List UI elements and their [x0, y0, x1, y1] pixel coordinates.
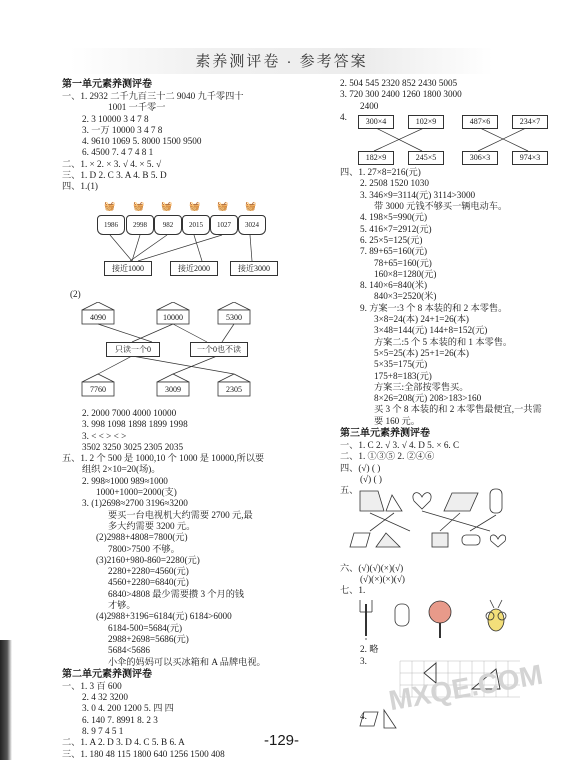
- match-box-bottom: 306×3: [462, 151, 498, 165]
- answer-line: 2. 504 545 2320 852 2430 5005: [340, 78, 458, 88]
- answer-line: 二、1. ①③⑤ 2. ②④⑥: [340, 451, 435, 462]
- bag-number: 1027: [210, 215, 238, 235]
- answer-line: 四、(√) ( ): [340, 462, 381, 473]
- answer-line: 多大约需要 3200 元。: [108, 520, 196, 531]
- approx-box: 接近2000: [170, 261, 218, 276]
- answer-line: 2. 2508 1520 1030: [360, 178, 429, 189]
- answer-line: 三、1. D 2. C 3. A 4. B 5. D: [62, 170, 167, 181]
- match-box-bottom: 245×5: [408, 151, 444, 165]
- answer-line: 七、1.: [340, 585, 366, 596]
- answer-line: 9. 方案一:3 个 8 本装的和 2 本零售。: [360, 302, 508, 313]
- answer-line: 5. 416×7=2912(元): [360, 223, 432, 234]
- answer-line: 要买一台电视机大约需要 2700 元,最: [108, 509, 253, 520]
- answer-line: 1001 一千零一: [108, 102, 166, 113]
- answer-line: (2)2988+4808=7800(元): [96, 532, 188, 543]
- section-title: 第二单元素养测评卷: [62, 668, 152, 680]
- answer-line: 2. 略: [360, 644, 379, 655]
- answer-line: 2. 2000 7000 4000 10000: [82, 407, 177, 418]
- answer-line: 840×3=2520(米): [374, 291, 437, 302]
- answer-line: 3.: [360, 655, 367, 666]
- answer-line: 3. 0 4. 200 1200 5. 四 四: [82, 703, 174, 714]
- house-number: 5300: [226, 312, 242, 322]
- answer-line: 3. 346×9=3114(元) 3114>3000: [360, 189, 476, 200]
- match-box-bottom: 974×3: [512, 151, 548, 165]
- house-number: 7760: [90, 384, 106, 394]
- bag-handle-icon: 🧺: [133, 200, 145, 211]
- answer-line: 6184-500=5684(元): [108, 622, 183, 633]
- answer-line: 4.: [340, 111, 347, 122]
- answer-line: 四、1. 27×8=216(元): [340, 167, 421, 178]
- answer-line: 才够。: [108, 600, 136, 611]
- answer-line: 一、1. C 2. √ 3. √ 4. D 5. × 6. C: [340, 440, 460, 451]
- answer-line: 带 3000 元钱不够买一辆电动车。: [374, 201, 508, 212]
- answer-line: 六、(√)(√)(×)(√): [340, 562, 404, 573]
- answer-line: 5×35=175(元): [374, 359, 428, 370]
- answer-line: 175+8=183(元): [374, 370, 432, 381]
- house-number: 3009: [165, 384, 181, 394]
- answer-line: 3. 720 300 2400 1260 1800 3000: [340, 89, 462, 100]
- answer-line: 160×8=1280(元): [374, 268, 437, 279]
- bag-handle-icon: 🧺: [104, 200, 116, 211]
- answer-line: (√)(×)(×)(√): [360, 573, 405, 584]
- answer-line: 五、1. 2 个 500 是 1000,10 个 1000 是 10000,所以要: [62, 453, 265, 464]
- shape-matching-diagram: [340, 499, 555, 561]
- bag-handle-icon: 🧺: [245, 200, 257, 211]
- answer-line: 6. 4500 7. 4 7 4 8 1: [82, 147, 154, 158]
- answer-line: 二、1. A 2. D 3. D 4. C 5. B 6. A: [62, 737, 185, 748]
- answer-line: 2400: [360, 100, 379, 111]
- answer-line: 7800>7500 不够。: [108, 543, 180, 554]
- answer-line: (3)2160+980-860=2280(元): [96, 554, 200, 565]
- bag-number: 982: [154, 215, 182, 235]
- bag-number: 2998: [126, 215, 154, 235]
- match-box-top: 300×4: [358, 115, 394, 129]
- match-box-top: 234×7: [512, 115, 548, 129]
- answer-line: 5684<5686: [108, 645, 150, 656]
- symmetry-pictures: [340, 598, 555, 642]
- match-box-bottom: 182×9: [358, 151, 394, 165]
- bag-number: 3024: [238, 215, 266, 235]
- answer-line: 4560+2280=6840(元): [108, 577, 189, 588]
- answer-line: 要 160 元。: [374, 415, 420, 426]
- page-header: [0, 0, 563, 80]
- answer-line: 4. 9610 1069 5. 8000 1500 9500: [82, 136, 202, 147]
- answer-line: 3. 998 1098 1898 1899 1998: [82, 419, 188, 430]
- answer-line: 3. < < > < >: [82, 430, 127, 441]
- answer-line: 三、1. 180 48 115 1800 640 1256 1500 408: [62, 748, 225, 759]
- answer-line: 2. 4 32 3200: [82, 692, 128, 703]
- left-column: [62, 78, 277, 760]
- answer-line: 组织 2×10=20(场)。: [82, 464, 161, 475]
- answer-line: 2280+2280=4560(元): [108, 566, 189, 577]
- answer-line: 7. 89+65=160(元): [360, 246, 428, 257]
- match-box-top: 487×6: [462, 115, 498, 129]
- bag-diagram: [62, 195, 277, 287]
- match-box-top: 102×9: [408, 115, 444, 129]
- answer-line: 4.: [360, 710, 367, 721]
- answer-line: 8. 140×6=840(米): [360, 280, 428, 291]
- answer-line: 3502 3250 3025 2305 2035: [82, 441, 184, 452]
- answer-line: 4. 198×5=990(元): [360, 212, 428, 223]
- answer-line: 5×5=25(本) 25+1=26(本): [374, 347, 469, 358]
- bag-handle-icon: 🧺: [161, 200, 173, 211]
- answer-line: 8×26=208(元) 208>183>160: [374, 393, 482, 404]
- answer-line: 四、1.(1): [62, 181, 98, 192]
- page-title: 素养测评卷 · 参考答案: [195, 53, 368, 70]
- section-title: 第一单元素养测评卷: [62, 79, 152, 90]
- answer-line: (√) ( ): [360, 473, 382, 484]
- answer-line: 1000+1000=2000(支): [96, 487, 177, 498]
- bag-number: 1986: [97, 215, 125, 235]
- answer-line: 一、1. 3 百 600: [62, 680, 122, 691]
- answer-line: 五、: [340, 485, 359, 496]
- answer-line: 6. 25×5=125(元): [360, 234, 423, 245]
- bag-handle-icon: 🧺: [217, 200, 229, 211]
- house-number: 4090: [90, 312, 106, 322]
- house-diagram: [62, 302, 277, 406]
- house-number: 2305: [226, 384, 242, 394]
- shape-matching-svg: [340, 487, 555, 549]
- answer-line: 3. (1)2698≈2700 3196≈3200: [82, 498, 188, 509]
- item4-svg: [340, 708, 555, 730]
- answer-line: 买 3 个 8 本装的和 2 本零售最便宜,一共需: [374, 404, 542, 415]
- bag-number: 2015: [182, 215, 210, 235]
- answer-line: 6. 140 7. 8991 8. 2 3: [82, 714, 158, 725]
- answer-line: 方案三:全部按零售买。: [374, 381, 469, 392]
- match-diagram: [340, 113, 555, 165]
- answer-line: 2. 998≈1000 989≈1000: [82, 475, 168, 486]
- item4-drawing: [340, 708, 555, 726]
- answer-line: 3×48=144(元) 144+8=152(元): [374, 325, 488, 336]
- answer-line: (4)2988+3196=6184(元) 6184>6000: [96, 611, 232, 622]
- answer-line: 3. 一万 10000 3 4 7 8: [82, 124, 163, 135]
- answer-line: 8. 9 7 4 5 1: [82, 725, 124, 736]
- bag-handle-icon: 🧺: [189, 200, 201, 211]
- right-column: [340, 78, 555, 728]
- answer-line: 2. 3 10000 3 4 7 8: [82, 113, 149, 124]
- symmetry-svg: [340, 598, 555, 642]
- approx-box: 接近3000: [230, 261, 278, 276]
- answer-line: 6840>4808 最少需要攒 3 个月的钱: [108, 588, 245, 599]
- answer-line: 二、1. × 2. × 3. √ 4. × 5. √: [62, 158, 162, 169]
- answer-line: (2): [70, 288, 81, 299]
- answer-line: 78+65=160(元): [374, 257, 432, 268]
- answer-line: 3×8=24(本) 24+1=26(本): [374, 314, 469, 325]
- answer-line: 一、1. 2932 二千九百三十二 9040 九千零四十: [62, 91, 244, 101]
- answer-line: 2988+2698=5686(元): [108, 633, 189, 644]
- section-title: 第三单元素养测评卷: [340, 428, 430, 440]
- answer-line: 方案二:5 个 5 本装的和 1 本零售。: [374, 336, 513, 347]
- watermark: MXQE.COM: [386, 658, 545, 717]
- answer-line: 小伞的妈妈可以买冰箱和 A 品牌电视。: [108, 656, 266, 667]
- zero-label-box: 只读一个0: [106, 342, 160, 357]
- zero-label-box: 一个0也不读: [190, 342, 248, 357]
- house-number: 10000: [163, 312, 183, 322]
- page-number: -129-: [263, 732, 300, 749]
- approx-box: 接近1000: [104, 261, 152, 276]
